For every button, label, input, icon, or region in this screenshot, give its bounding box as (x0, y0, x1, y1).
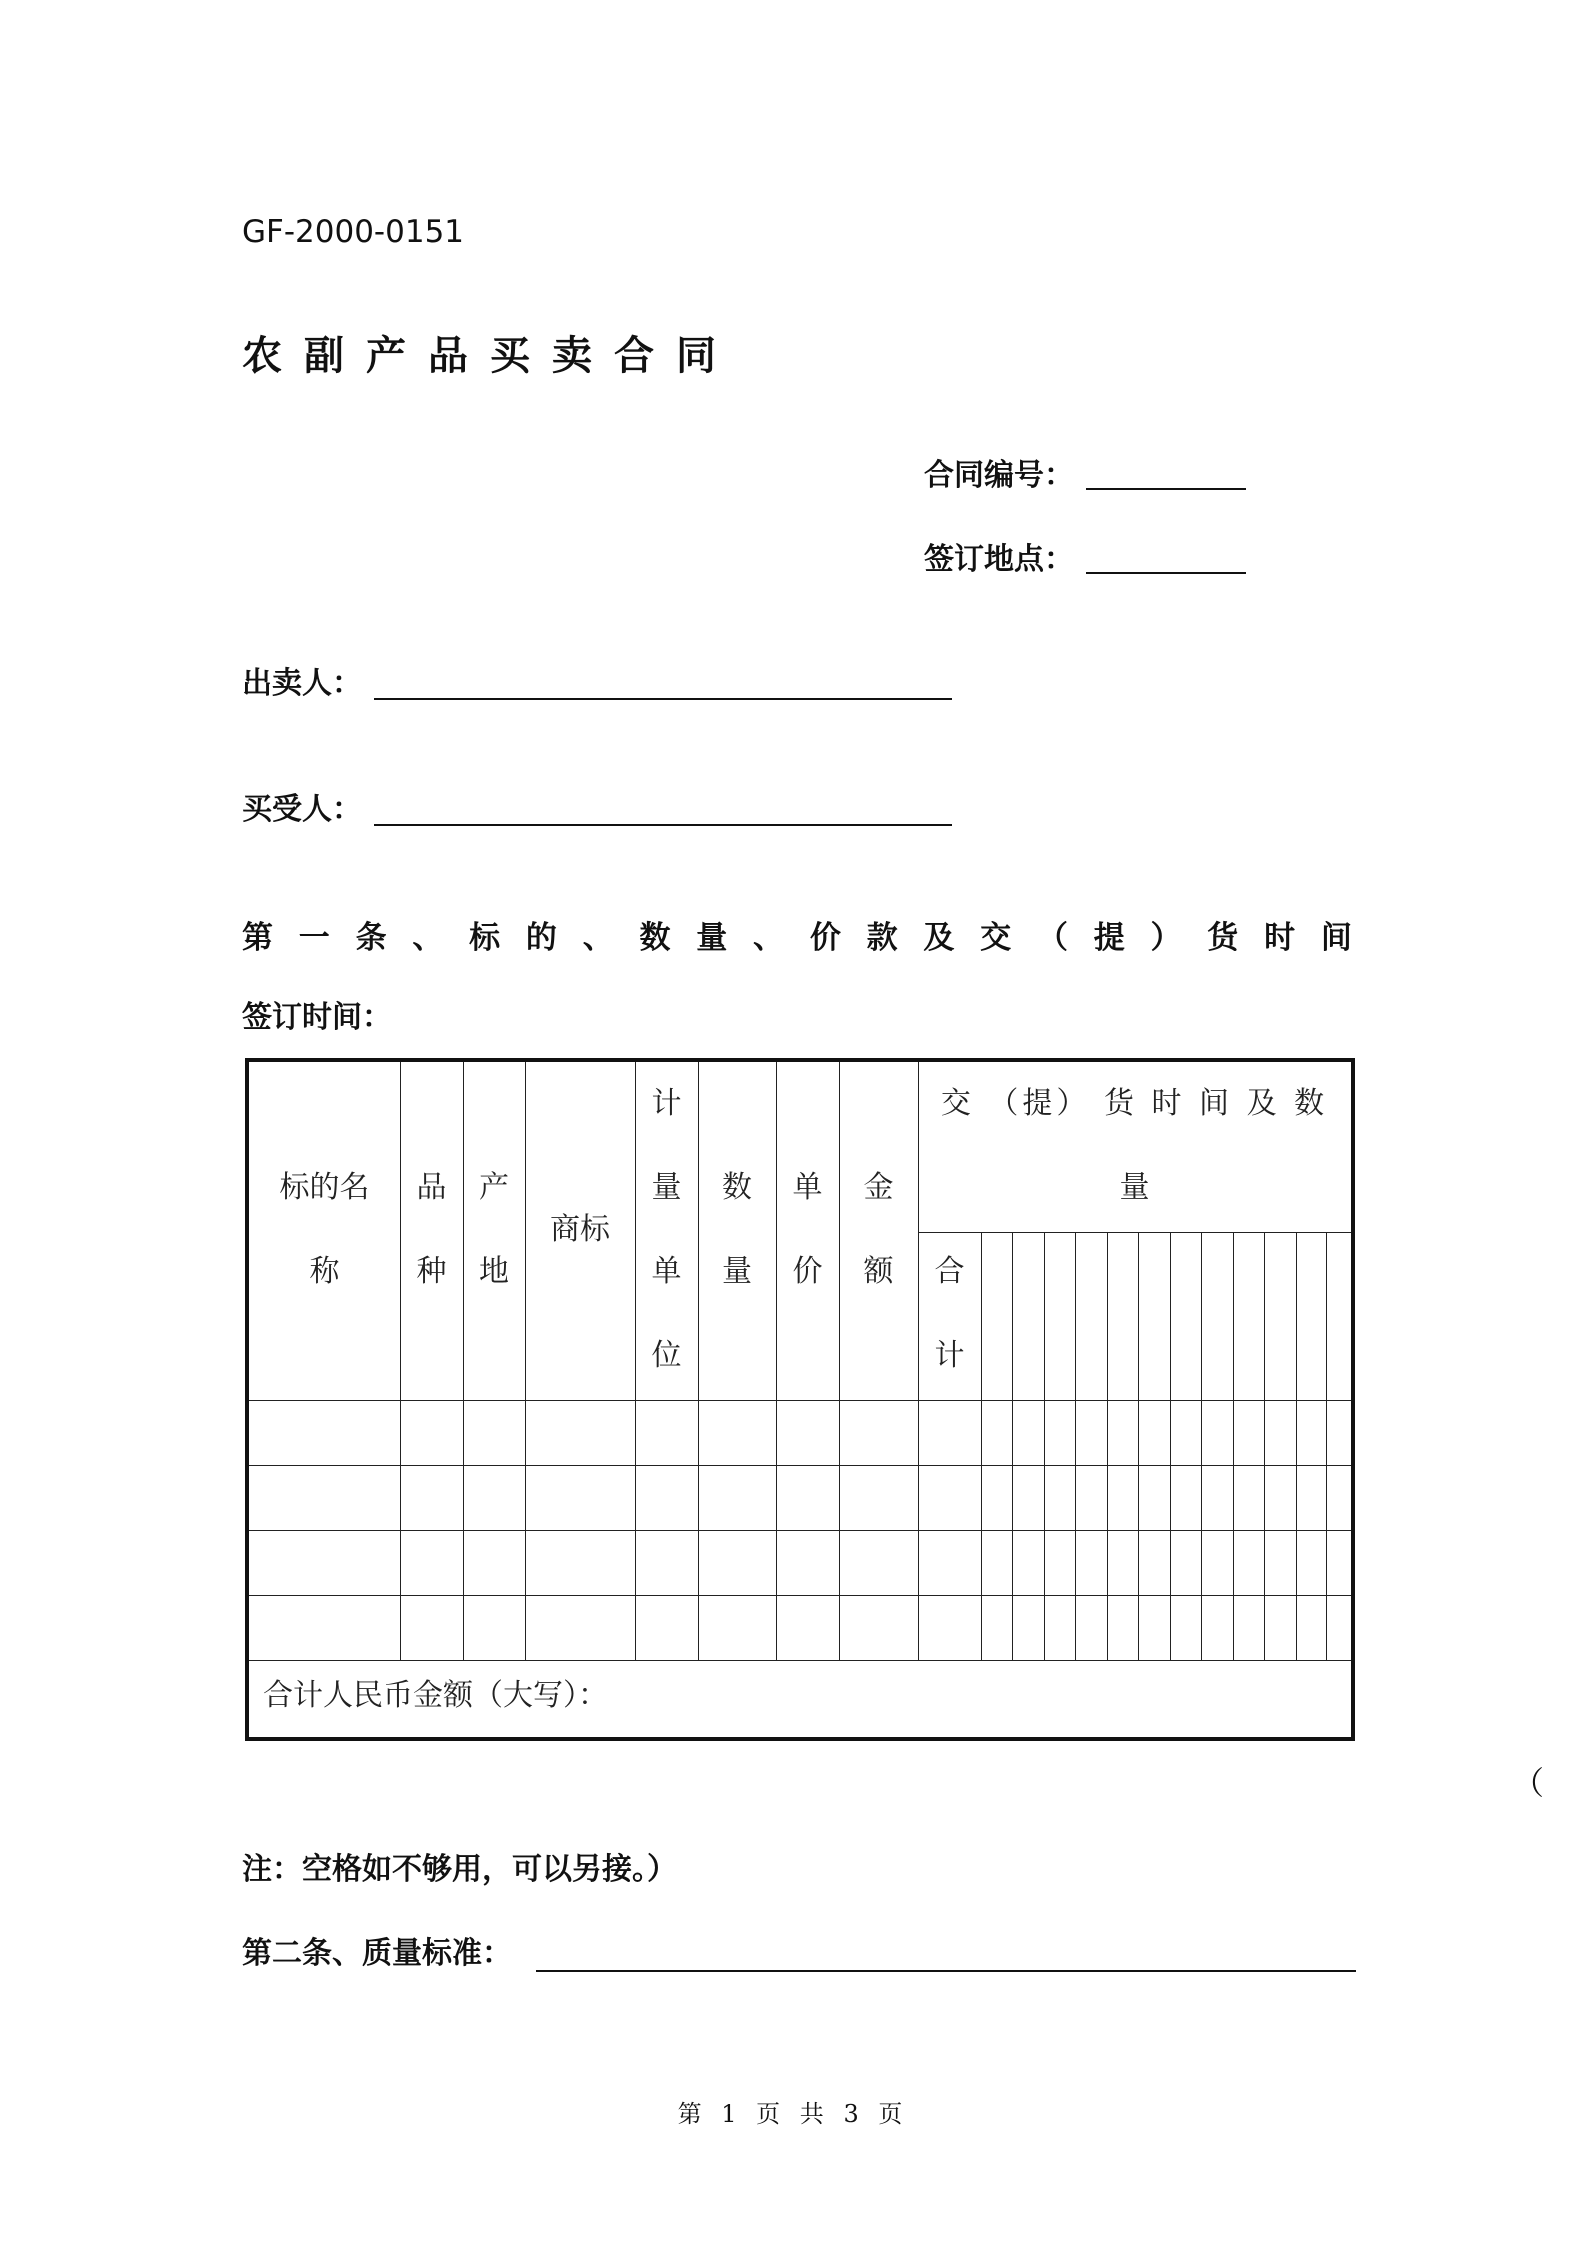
goods-table (245, 1058, 1355, 1741)
article-1-heading-char: 提 (1093, 920, 1125, 956)
col-header-delivery (918, 1062, 1351, 1230)
table-cell-unit[interactable] (635, 1465, 698, 1530)
col-header-char: 数 (722, 1170, 752, 1205)
col-header-char: 额 (863, 1254, 894, 1289)
col-header-char: 计 (651, 1086, 682, 1121)
row-divider (249, 1660, 1351, 1661)
col-header-char: 价 (792, 1254, 823, 1289)
article-1-heading (242, 912, 1352, 957)
article-1-heading-char: （ (1036, 920, 1068, 956)
table-cell-variety[interactable] (400, 1595, 463, 1660)
col-header-char: 单 (792, 1170, 823, 1205)
table-cell-name[interactable] (249, 1465, 400, 1530)
col-header-unit (635, 1062, 698, 1398)
table-cell-amount[interactable] (839, 1400, 918, 1465)
sign-time-label: 签订时间： (242, 1000, 392, 1035)
table-cell-name[interactable] (249, 1595, 400, 1660)
col-header-char: 单 (651, 1254, 682, 1289)
col-header-origin (463, 1146, 525, 1314)
table-cell-subtotal[interactable] (918, 1400, 981, 1465)
col-header-char: 量 (651, 1170, 682, 1205)
table-cell-quantity[interactable] (698, 1530, 776, 1595)
article-1-heading-char: 间 (1320, 920, 1352, 956)
table-cell-price[interactable] (776, 1595, 839, 1660)
page-footer: 第 1 页 共 3 页 (677, 2100, 909, 2128)
table-cell-unit[interactable] (635, 1400, 698, 1465)
article-1-heading-char: 量 (696, 920, 728, 956)
article-1-heading-char: 的 (525, 920, 557, 956)
article-1-heading-char: ） (1150, 920, 1182, 956)
total-amount-label: 合计人民币金额（大写）： (263, 1678, 608, 1713)
table-cell-brand[interactable] (525, 1530, 635, 1595)
col-header-name-line: 标的名 (279, 1170, 370, 1205)
sign-place-label: 签订地点： (924, 542, 1074, 577)
table-cell-variety[interactable] (400, 1465, 463, 1530)
col-header-char: 计 (934, 1338, 965, 1373)
table-cell-origin[interactable] (463, 1465, 525, 1530)
table-cell-brand[interactable] (525, 1400, 635, 1465)
col-header-amount (839, 1146, 918, 1314)
buyer-label: 买受人： (242, 792, 362, 827)
table-note: 注：空格如不够用，可以另接。） (242, 1852, 677, 1887)
document-title: 农副产品买卖合同 (242, 333, 738, 379)
form-code: GF-2000-0151 (242, 214, 465, 250)
article-1-heading-char: 条 (355, 920, 387, 956)
col-header-char: 量 (722, 1254, 752, 1289)
seller-label: 出卖人： (242, 666, 362, 701)
table-cell-brand[interactable] (525, 1465, 635, 1530)
table-cell-variety[interactable] (400, 1400, 463, 1465)
col-header-char: 金 (863, 1170, 894, 1205)
table-cell-quantity[interactable] (698, 1595, 776, 1660)
opening-parenthesis: （ (1511, 1764, 1544, 1802)
contract-no-label: 合同编号： (924, 458, 1074, 493)
col-header-char: 地 (479, 1254, 509, 1289)
table-cell-subtotal[interactable] (918, 1595, 981, 1660)
buyer-field[interactable] (374, 824, 952, 826)
col-header-char: 商标 (550, 1212, 610, 1247)
col-header-variety (400, 1146, 463, 1314)
article-1-heading-char: 时 (1264, 920, 1296, 956)
col-header-char: 品 (416, 1170, 447, 1205)
col-header-char: 位 (651, 1338, 682, 1373)
article-1-heading-char: 货 (1207, 920, 1239, 956)
col-header-name-line: 称 (309, 1254, 340, 1289)
col-header-name (249, 1146, 400, 1314)
article-1-heading-char: 数 (639, 920, 671, 956)
article-2-label: 第二条、质量标准： (242, 1936, 512, 1971)
seller-field[interactable] (374, 698, 952, 700)
table-cell-price[interactable] (776, 1530, 839, 1595)
table-cell-unit[interactable] (635, 1595, 698, 1660)
sign-place-field[interactable] (1086, 572, 1246, 574)
col-header-brand (525, 1188, 635, 1272)
contract-no-field[interactable] (1086, 488, 1246, 490)
article-1-heading-char: 、 (412, 920, 444, 956)
table-cell-name[interactable] (249, 1400, 400, 1465)
col-header-quantity (698, 1146, 776, 1314)
table-cell-name[interactable] (249, 1530, 400, 1595)
col-header-char: 种 (416, 1254, 447, 1289)
table-cell-amount[interactable] (839, 1465, 918, 1530)
table-cell-price[interactable] (776, 1400, 839, 1465)
table-cell-origin[interactable] (463, 1595, 525, 1660)
article-1-heading-char: 交 (980, 920, 1012, 956)
table-cell-subtotal[interactable] (918, 1465, 981, 1530)
table-cell-unit[interactable] (635, 1530, 698, 1595)
col-header-price (776, 1146, 839, 1314)
table-cell-origin[interactable] (463, 1530, 525, 1595)
col-header-char: 产 (479, 1170, 509, 1205)
table-cell-subtotal[interactable] (918, 1530, 981, 1595)
col-header-char: 合 (934, 1254, 965, 1289)
table-cell-variety[interactable] (400, 1530, 463, 1595)
col-header-subtotal (918, 1230, 981, 1398)
article-1-heading-char: 、 (582, 920, 614, 956)
article-1-heading-char: 价 (809, 920, 841, 956)
table-cell-brand[interactable] (525, 1595, 635, 1660)
quality-standard-field[interactable] (536, 1970, 1356, 1972)
row-divider (918, 1232, 1351, 1233)
table-cell-quantity[interactable] (698, 1465, 776, 1530)
table-cell-amount[interactable] (839, 1595, 918, 1660)
article-1-heading-char: 、 (753, 920, 785, 956)
table-cell-quantity[interactable] (698, 1400, 776, 1465)
col-header-delivery-line: 量 (1119, 1170, 1150, 1205)
table-cell-price[interactable] (776, 1465, 839, 1530)
table-cell-amount[interactable] (839, 1530, 918, 1595)
article-1-heading-char: 及 (923, 920, 955, 956)
article-1-heading-char: 第 (242, 920, 273, 956)
article-1-heading-char: 一 (298, 920, 330, 956)
article-1-heading-char: 标 (469, 920, 501, 956)
col-header-delivery-line: 交 （提） 货 时 间 及 数 (940, 1086, 1329, 1121)
article-1-heading-char: 款 (866, 920, 898, 956)
table-cell-origin[interactable] (463, 1400, 525, 1465)
